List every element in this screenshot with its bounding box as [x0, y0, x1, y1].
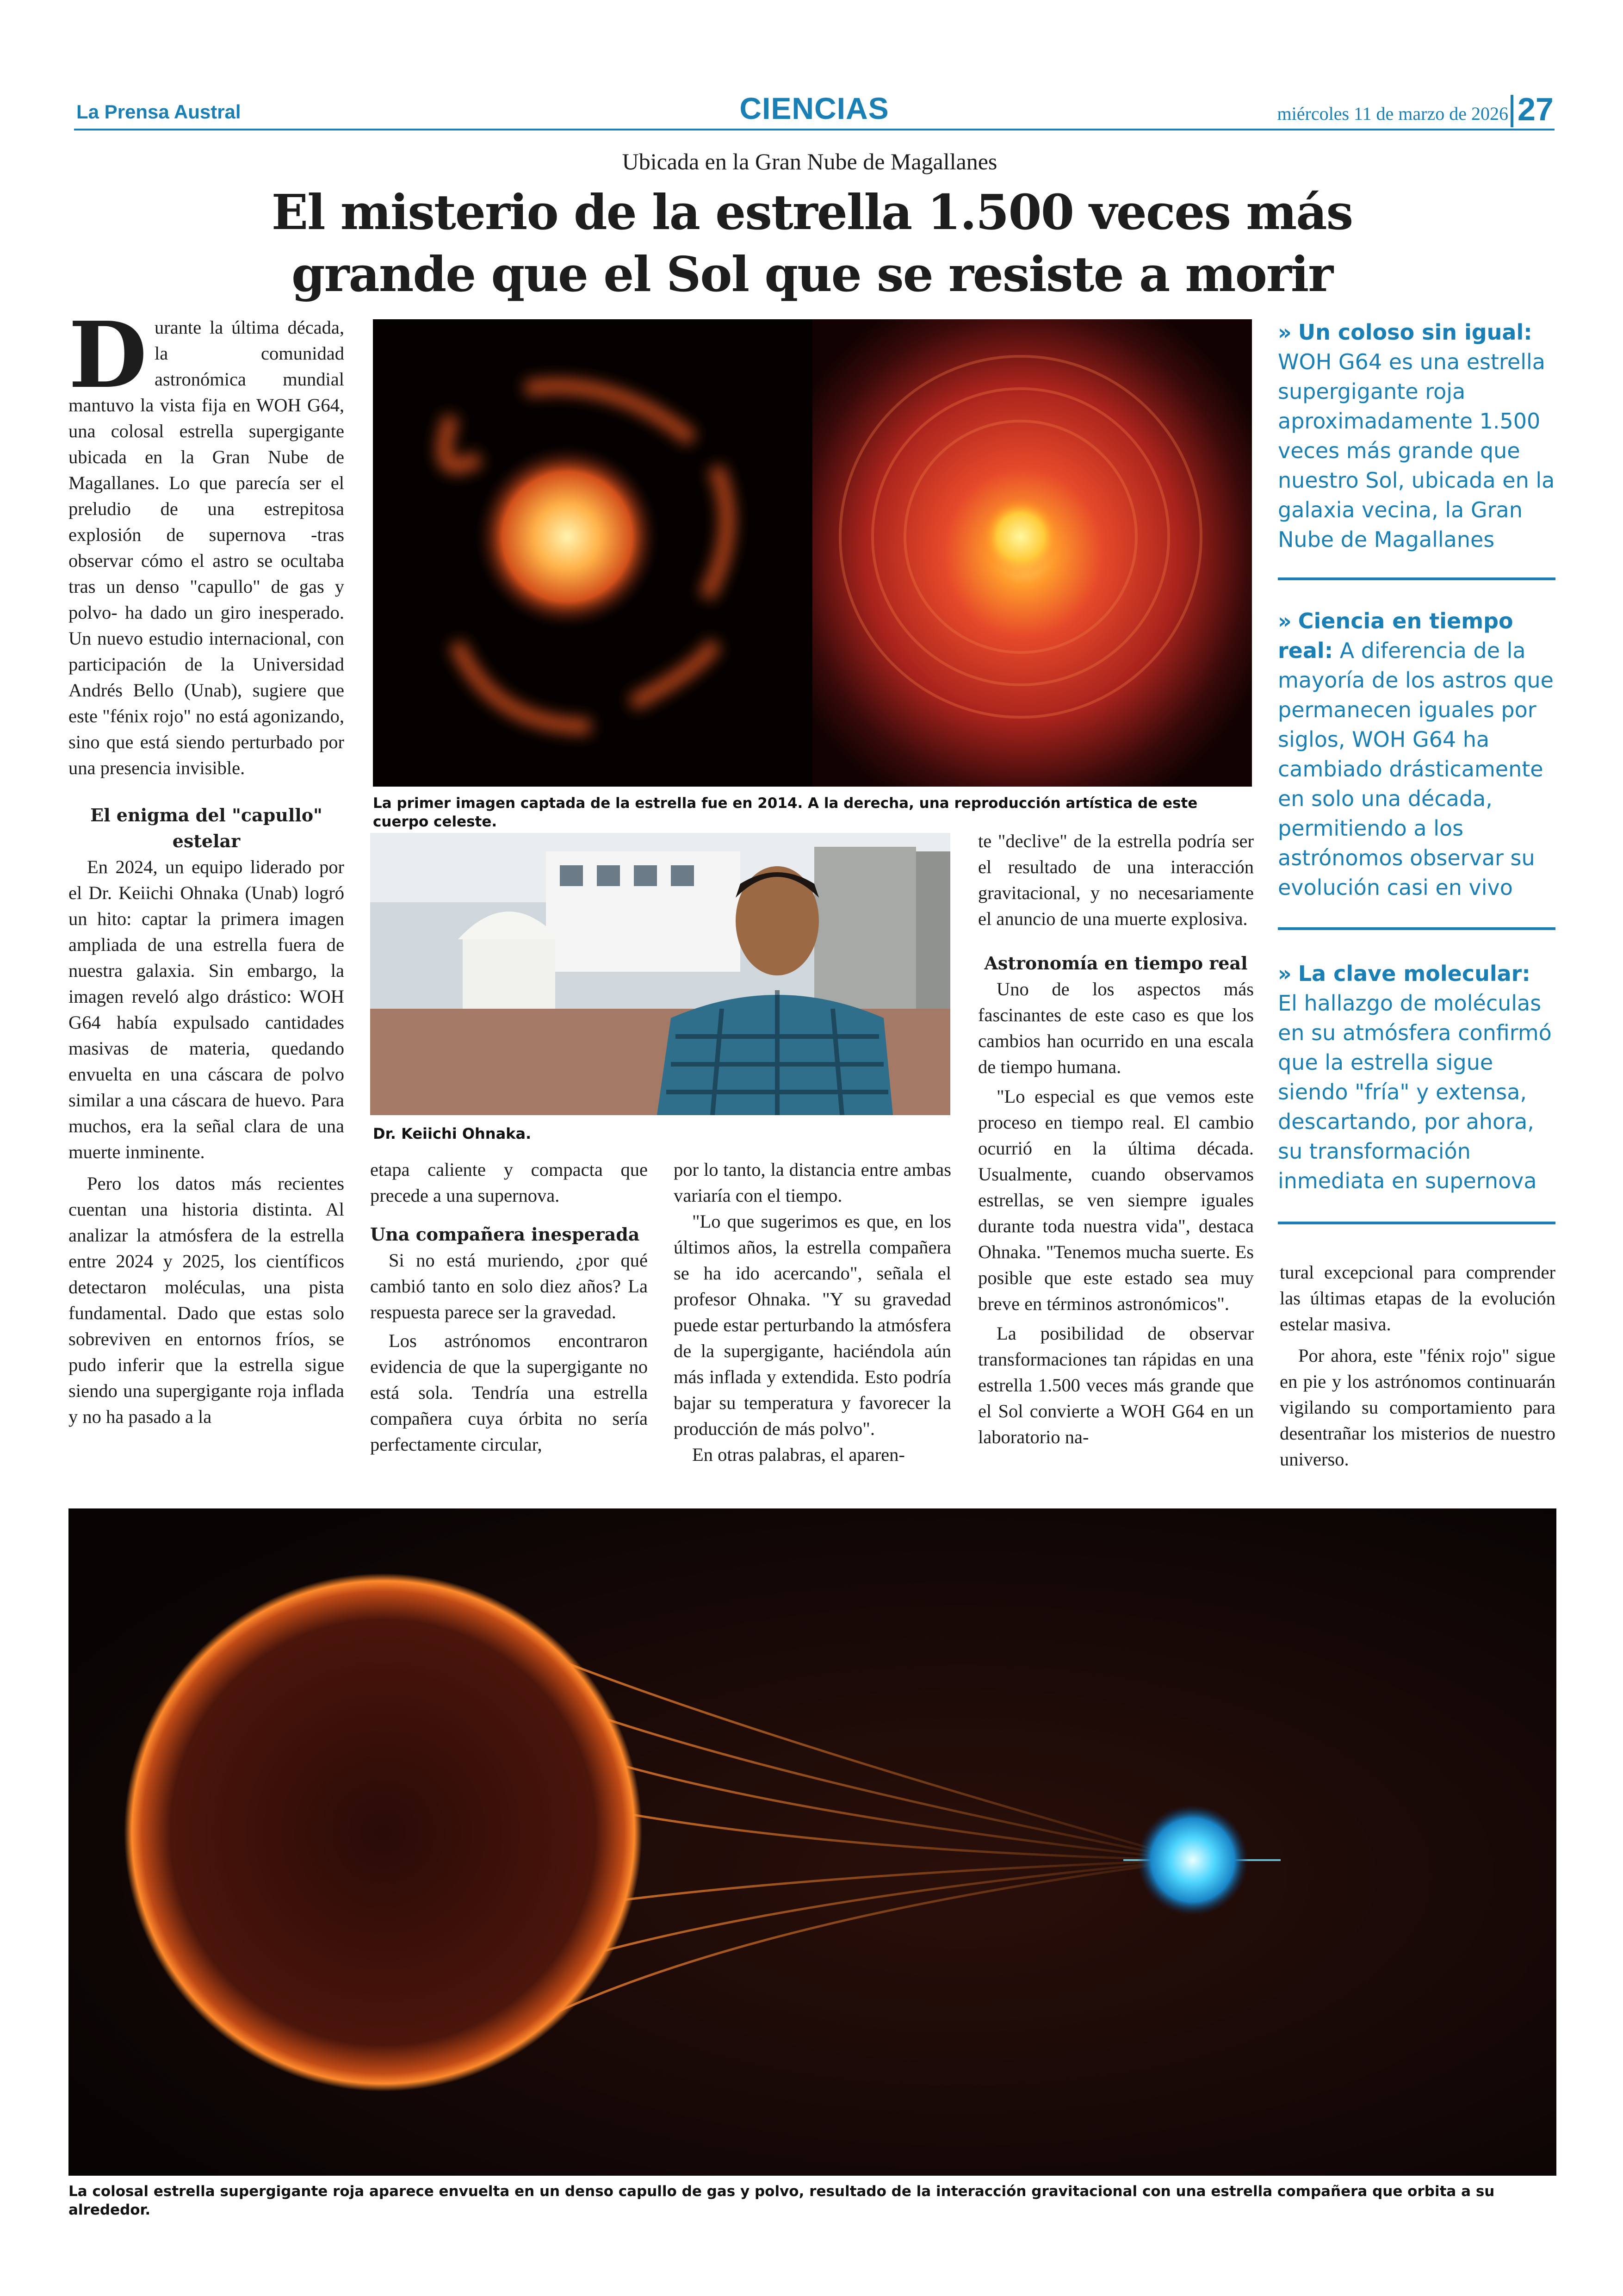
header-rule	[74, 129, 1555, 130]
paragraph: Por ahora, este "fénix rojo" sigue en pie y los astrónomos continuarán vigilando su comportamiento para desentrañar los misterios de nuestro universo.	[1280, 1345, 1555, 1470]
article-kicker: Ubicada en la Gran Nube de Magallanes	[622, 149, 997, 174]
paragraph: En otras palabras, el aparen-	[692, 1444, 905, 1465]
article-headline	[231, 181, 1393, 305]
paragraph: La posibilidad de observar transformaciones tan rápidas en una estrella 1.500 veces más grande que el Sol convierte a WOH G64 en un laboratorio na-	[978, 1323, 1254, 1447]
star-artistic-graphic	[812, 319, 1252, 787]
headline-line-2: grande que el Sol que se resiste a morir	[291, 246, 1333, 303]
header-separator	[1511, 95, 1513, 127]
paragraph: "Lo que sugerimos es que, en los últimos años, la estrella compañera se ha ido acercando", señala el profesor Ohnaka. "Y su gravedad puede estar perturbando la atmósfera de la supergigante, haciéndola aún más inflada y extendida. Esto podría bajar su temperatura y favorecer la producción de más polvo".	[674, 1211, 951, 1439]
paragraph: te "declive" de la estrella podría ser el resultado de una interacción gravitacional, y no necesariamente el anuncio de una muerte explosiva.	[978, 831, 1254, 929]
sidebar-lead: Un coloso sin igual:	[1298, 320, 1532, 345]
page-number: 27	[1518, 91, 1554, 127]
keiichi-ohnaka-photo	[370, 833, 950, 1115]
sidebar-divider	[1278, 577, 1555, 580]
double-chevron-right-icon: »	[1278, 320, 1292, 345]
drop-cap: D	[68, 302, 147, 409]
double-chevron-right-icon: »	[1278, 961, 1292, 986]
portrait-caption: Dr. Keiichi Ohnaka.	[373, 1125, 532, 1142]
double-chevron-right-icon: »	[1278, 608, 1292, 633]
observation-image	[373, 319, 812, 787]
paragraph: En 2024, un equipo liderado por el Dr. Keiichi Ohnaka (Unab) logró un hito: captar la primera imagen ampliada de una estrella fuera de nuestra galaxia. Sin embargo, la imagen reveló algo drástico: WOH G64 había expulsado cantidades masivas de materia, quedando envuelta en una cáscara de polvo similar a una cáscara de huevo. Para muchos, era la señal clara de una muerte inminente.	[68, 856, 344, 1162]
sidebar-item-tiempo-real	[1278, 606, 1555, 902]
column-1	[68, 302, 344, 1430]
paragraph: Pero los datos más recientes cuentan una historia distinta. Al analizar la atmósfera de la estrella entre 2024 y 2025, los científicos detectaron moléculas, una pista fundamental. Dado que estas solo sobreviven en entornos fríos, se pudo inferir que la estrella sigue siendo una supergigante roja inflada y no ha pasado a la	[68, 1173, 344, 1427]
top-images-caption: La primer imagen captada de la estrella fue en 2014. A la derecha, una reproducción artística de este cuerpo celeste.	[373, 795, 1198, 830]
subheading-companion: Una compañera inesperada	[370, 1224, 640, 1245]
paragraph: por lo tanto, la distancia entre ambas variaría con el tiempo.	[674, 1159, 951, 1206]
column-5	[1280, 1260, 1555, 1472]
sidebar-item-molecular	[1278, 959, 1555, 1196]
paragraph: etapa caliente y compacta que precede a una supernova.	[370, 1159, 648, 1206]
portrait-photo	[370, 833, 950, 1115]
sidebar-lead: La clave molecular:	[1298, 961, 1530, 986]
artistic-render-image	[812, 319, 1252, 787]
column-2	[370, 1157, 648, 1458]
subheading-enigma: El enigma del "capullo" estelar	[90, 805, 322, 851]
sidebar-text: El hallazgo de moléculas en su atmósfera confirmó que la estrella sigue siendo "fría" y extensa, descartando, por ahora, su transformación inmediata en supernova	[1278, 991, 1552, 1193]
paragraph: "Lo especial es que vemos este proceso en tiempo real. El cambio ocurrió en la última década. Usualmente, cuando observamos estrellas, se ven siempre iguales durante toda nuestra vida", destaca Ohnaka. "Tenemos mucha suerte. Es posible que este estado sea muy breve en términos astronómicos".	[978, 1086, 1254, 1314]
column-3	[674, 1157, 951, 1468]
sidebar-item-coloso	[1278, 317, 1555, 554]
sidebar-divider	[1278, 927, 1555, 930]
column-4	[978, 828, 1254, 1450]
intro-paragraph: Durante la última década, la comunidad astronómica mundial mantuvo la vista fija en WOH G64, una colosal estrella supergigante ubicada en la Gran Nube de Magallanes. Lo que parecía ser el preludio de una estrepitosa explosión de supernova -tras observar cómo el astro se ocultaba tras un denso "capullo" de gas y polvo- ha dado un giro inesperado. Un nuevo estudio internacional, con participación de la Universidad Andrés Bello (Unab), sugiere que este "fénix rojo" no está agonizando, sino que está siendo perturbado por una presencia invisible.	[68, 302, 344, 778]
sidebar-text: WOH G64 es una estrella supergigante roja aproximadamente 1.500 veces más grande que nuestro Sol, ubicada en la galaxia vecina, la Gran Nube de Magallanes	[1278, 349, 1555, 552]
bottom-image-caption: La colosal estrella supergigante roja aparece envuelta en un denso capullo de gas y polvo, resultado de la interacción gravitacional con una estrella compañera que orbita a su alrededor.	[68, 2183, 1495, 2218]
section-title: CIENCIAS	[739, 91, 889, 125]
paragraph: Uno de los aspectos más fascinantes de este caso es que los cambios han ocurrido en una escala de tiempo humana.	[978, 979, 1254, 1077]
sidebar-text: A diferencia de la mayoría de los astros que permanecen iguales por siglos, WOH G64 ha cambiado drásticamente en solo una década, permitiendo a los astrónomos observar su evolución casi en vivo	[1278, 638, 1554, 900]
paragraph: tural excepcional para comprender las últimas etapas de la evolución estelar masiva.	[1280, 1262, 1555, 1334]
headline-line-1: El misterio de la estrella 1.500 veces más	[271, 184, 1353, 241]
paragraph: Si no está muriendo, ¿por qué cambió tanto en solo diez años? La respuesta parece ser la gravedad.	[370, 1250, 648, 1322]
sidebar-divider	[1278, 1222, 1555, 1224]
supergiant-companion-graphic	[68, 1508, 1556, 2176]
binary-star-illustration	[68, 1508, 1556, 2176]
star-observation-graphic	[373, 319, 812, 787]
sidebar-lead: Ciencia en tiempo real:	[1278, 608, 1513, 663]
issue-date: miércoles 11 de marzo de 2026	[1277, 103, 1508, 124]
subheading-real-time: Astronomía en tiempo real	[984, 953, 1248, 974]
newspaper-name: La Prensa Austral	[76, 101, 241, 123]
paragraph: Los astrónomos encontraron evidencia de que la supergigante no está sola. Tendría una estrella compañera cuya órbita no sería perfectamente circular,	[370, 1330, 648, 1455]
